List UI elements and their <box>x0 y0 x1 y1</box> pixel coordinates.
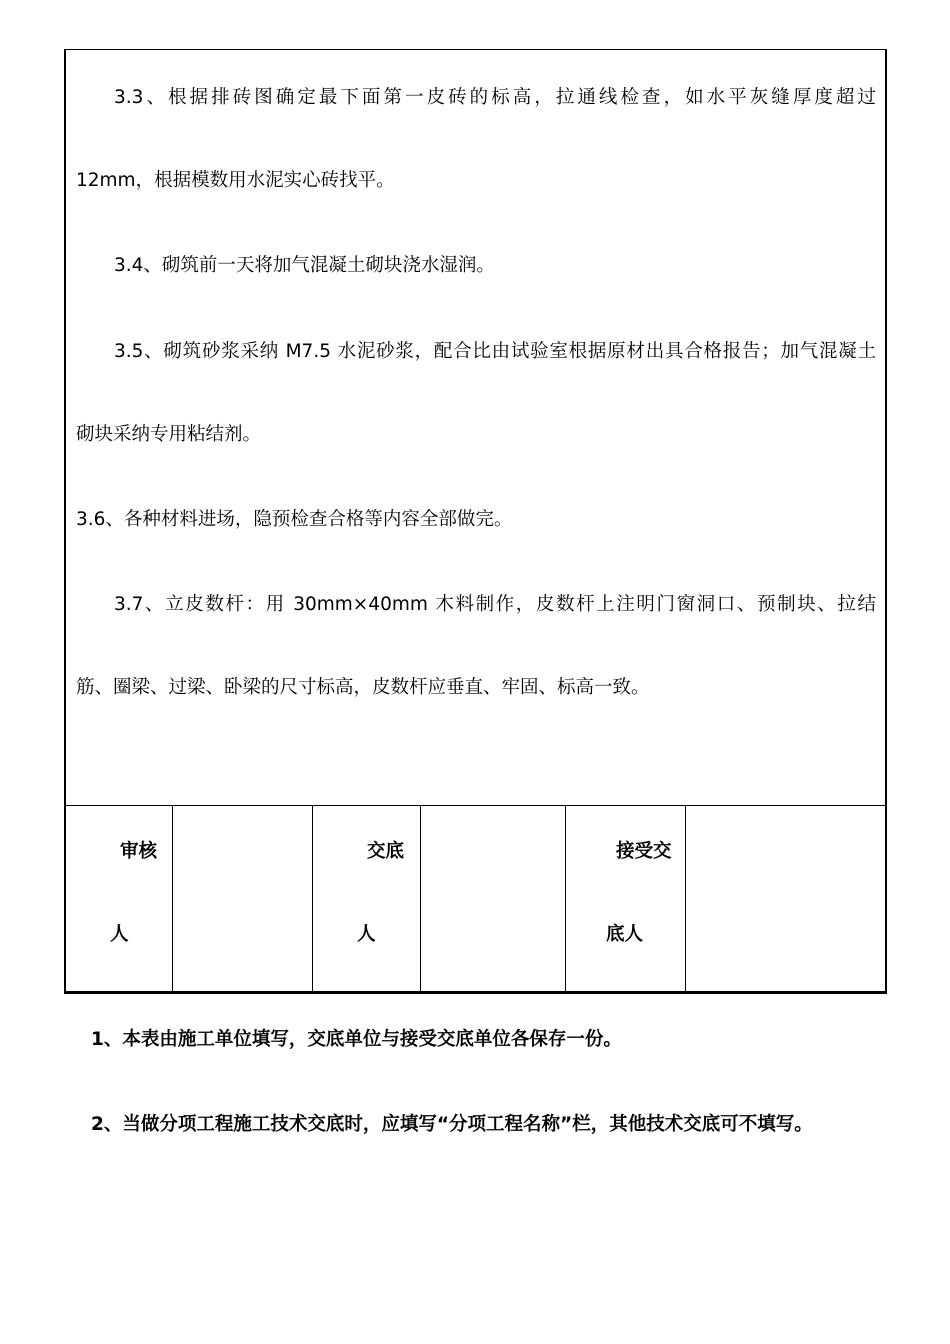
content-line: 3.5、砌筑砂浆采纳 M7.5 水泥砂浆，配合比由试验室根据原材出具合格报告；加气混凝土 <box>114 341 876 362</box>
footnote: 1、本表由施工单位填写，交底单位与接受交底单位各保存一份。 <box>91 1029 622 1050</box>
content-line: 12mm，根据模数用水泥实心砖找平。 <box>76 170 395 191</box>
divider <box>565 806 566 992</box>
content-line: 3.7、立皮数杆：用 30mm×40mm 木料制作，皮数杆上注明门窗洞口、预制块、拉结 <box>114 594 876 615</box>
reviewer-label: 审核 <box>120 841 158 862</box>
content-line: 3.4、砌筑前一天将加气混凝土砌块浇水湿润。 <box>114 255 495 276</box>
content-line: 砌块采纳专用粘结剂。 <box>76 424 262 445</box>
signature-row <box>66 805 885 992</box>
divider <box>420 806 421 992</box>
divider <box>312 806 313 992</box>
discloser-label: 人 <box>357 924 376 945</box>
receiver-label: 底人 <box>606 924 644 945</box>
content-line: 3.6、各种材料进场，隐预检查合格等内容全部做完。 <box>76 509 513 530</box>
divider <box>172 806 173 992</box>
content-line: 筋、圈梁、过梁、卧梁的尺寸标高，皮数杆应垂直、牢固、标高一致。 <box>76 677 650 698</box>
receiver-label: 接受交 <box>616 841 672 862</box>
discloser-label: 交底 <box>367 841 405 862</box>
divider <box>685 806 686 992</box>
reviewer-label: 人 <box>110 924 129 945</box>
content-line: 3.3、根据排砖图确定最下面第一皮砖的标高，拉通线检查，如水平灰缝厚度超过 <box>114 87 876 108</box>
footnote: 2、当做分项工程施工技术交底时，应填写“分项工程名称”栏，其他技术交底可不填写。 <box>91 1114 813 1135</box>
disclosure-content <box>66 50 885 805</box>
disclosure-table <box>64 49 887 994</box>
